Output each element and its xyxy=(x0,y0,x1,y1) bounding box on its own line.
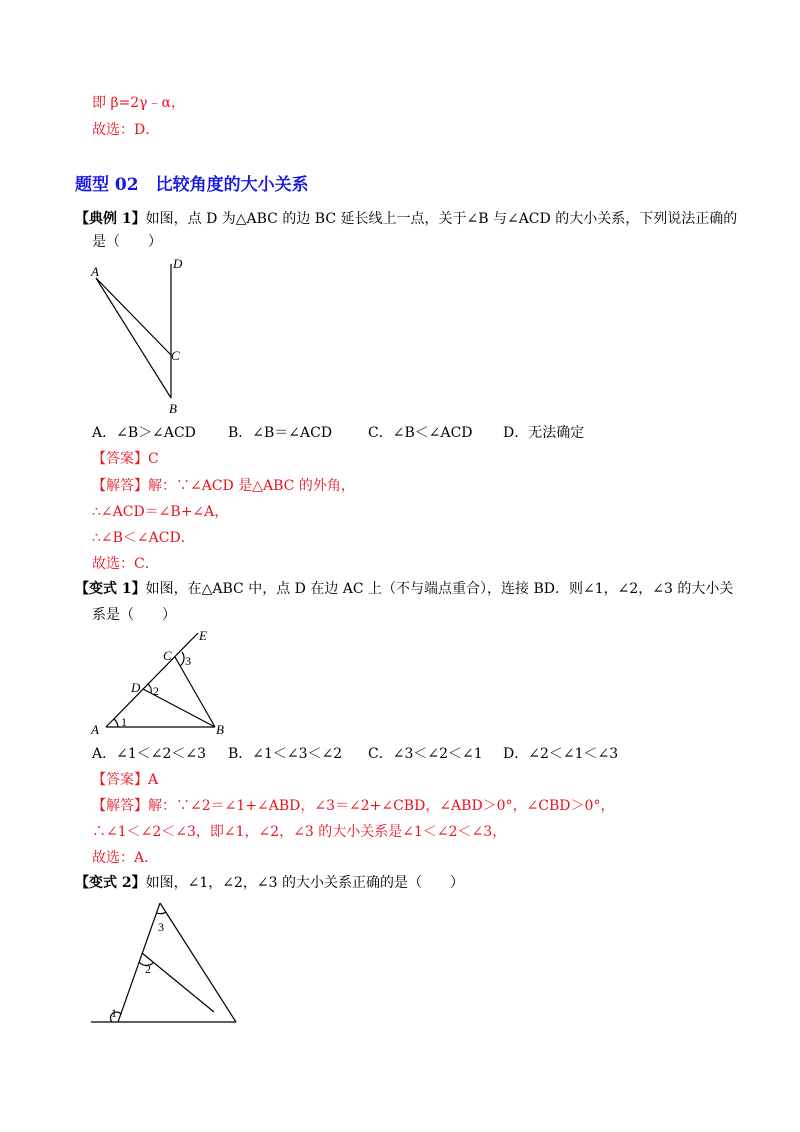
ex1-figure xyxy=(85,252,195,422)
var1-solution-3: 故选：A． xyxy=(92,850,159,866)
label-e: E xyxy=(199,628,207,643)
ex1-solution-3: ∴∠B＜∠ACD． xyxy=(92,530,195,546)
ex1-question-line-1 xyxy=(75,209,737,229)
var1-figure xyxy=(85,624,245,744)
var2-question-text: 如图，∠1，∠2，∠3 的大小关系正确的是（ ） xyxy=(145,875,464,891)
ex1-option-a: A．∠B＞∠ACD xyxy=(92,425,196,441)
label-angle-2: 2 xyxy=(153,684,159,698)
label-a: A xyxy=(91,722,99,737)
ex1-question-line-2: 是（ ） xyxy=(92,234,162,250)
var2-figure xyxy=(85,895,245,1030)
ex1-option-c: C．∠B＜∠ACD xyxy=(368,425,473,441)
var2-question-line xyxy=(75,873,464,893)
ex1-solution-2: ∴∠ACD＝∠B+∠A， xyxy=(92,504,229,520)
label-angle-2: 2 xyxy=(145,962,151,976)
angle-1-arc xyxy=(114,719,118,727)
angle-3-arc xyxy=(180,652,184,666)
var1-answer: 【答案】A xyxy=(92,772,159,788)
segment-ac xyxy=(96,278,171,355)
label-c: C xyxy=(163,648,172,663)
label-angle-1: 1 xyxy=(121,715,127,729)
label-angle-1: 1 xyxy=(111,1006,117,1020)
var1-question-line-1 xyxy=(75,579,733,599)
top-line-2: 故选：D． xyxy=(92,122,160,138)
var1-question-line-2: 系是（ ） xyxy=(92,607,176,623)
var1-tag: 【变式 1】 xyxy=(75,581,146,597)
label-c: C xyxy=(171,348,180,363)
var1-option-d: D．∠2＜∠1＜∠3 xyxy=(503,746,619,762)
ex1-solution-4: 故选：C． xyxy=(92,556,159,572)
ex1-option-d: D．无法确定 xyxy=(503,425,585,441)
section-title: 题型 02 比较角度的大小关系 xyxy=(75,175,309,195)
ex1-solution-1: 【解答】解：∵∠ACD 是△ABC 的外角， xyxy=(92,478,355,494)
ex1-question-text: 如图，点 D 为△ABC 的边 BC 延长线上一点，关于∠B 与∠ACD 的大小关系，下列说法正确的 xyxy=(145,211,738,227)
ex1-option-b: B．∠B＝∠ACD xyxy=(228,425,333,441)
label-b: B xyxy=(169,401,177,416)
segment-ab xyxy=(96,278,171,398)
segment-right xyxy=(160,903,236,1022)
label-b: B xyxy=(216,722,224,737)
label-d: D xyxy=(173,256,183,271)
var1-solution-2: ∴∠1＜∠2＜∠3，即∠1，∠2，∠3 的大小关系是∠1＜∠2＜∠3， xyxy=(92,824,507,840)
segment-inner xyxy=(142,953,214,1012)
ex1-tag: 【典例 1】 xyxy=(75,211,146,227)
label-d: D xyxy=(131,680,141,695)
ex1-answer: 【答案】C xyxy=(92,451,159,467)
var2-tag: 【变式 2】 xyxy=(75,875,146,891)
top-line-1: 即 β=2γ﹣α， xyxy=(92,95,186,111)
label-angle-3: 3 xyxy=(158,920,164,934)
angle-3-arc xyxy=(157,912,166,914)
var1-option-a: A．∠1＜∠2＜∠3 xyxy=(92,746,207,762)
segment-ae xyxy=(106,633,198,727)
var1-solution-1: 【解答】解：∵∠2＝∠1+∠ABD，∠3＝∠2+∠CBD，∠ABD＞0°，∠CBD＞0°， xyxy=(92,798,615,814)
label-a: A xyxy=(91,264,99,279)
var1-option-c: C．∠3＜∠2＜∠1 xyxy=(368,746,483,762)
var1-question-text: 如图，在△ABC 中，点 D 在边 AC 上（不与端点重合），连接 BD．则∠1，∠2，∠3 的大小关 xyxy=(145,581,734,597)
label-angle-3: 3 xyxy=(185,654,191,668)
var1-option-b: B．∠1＜∠3＜∠2 xyxy=(228,746,343,762)
